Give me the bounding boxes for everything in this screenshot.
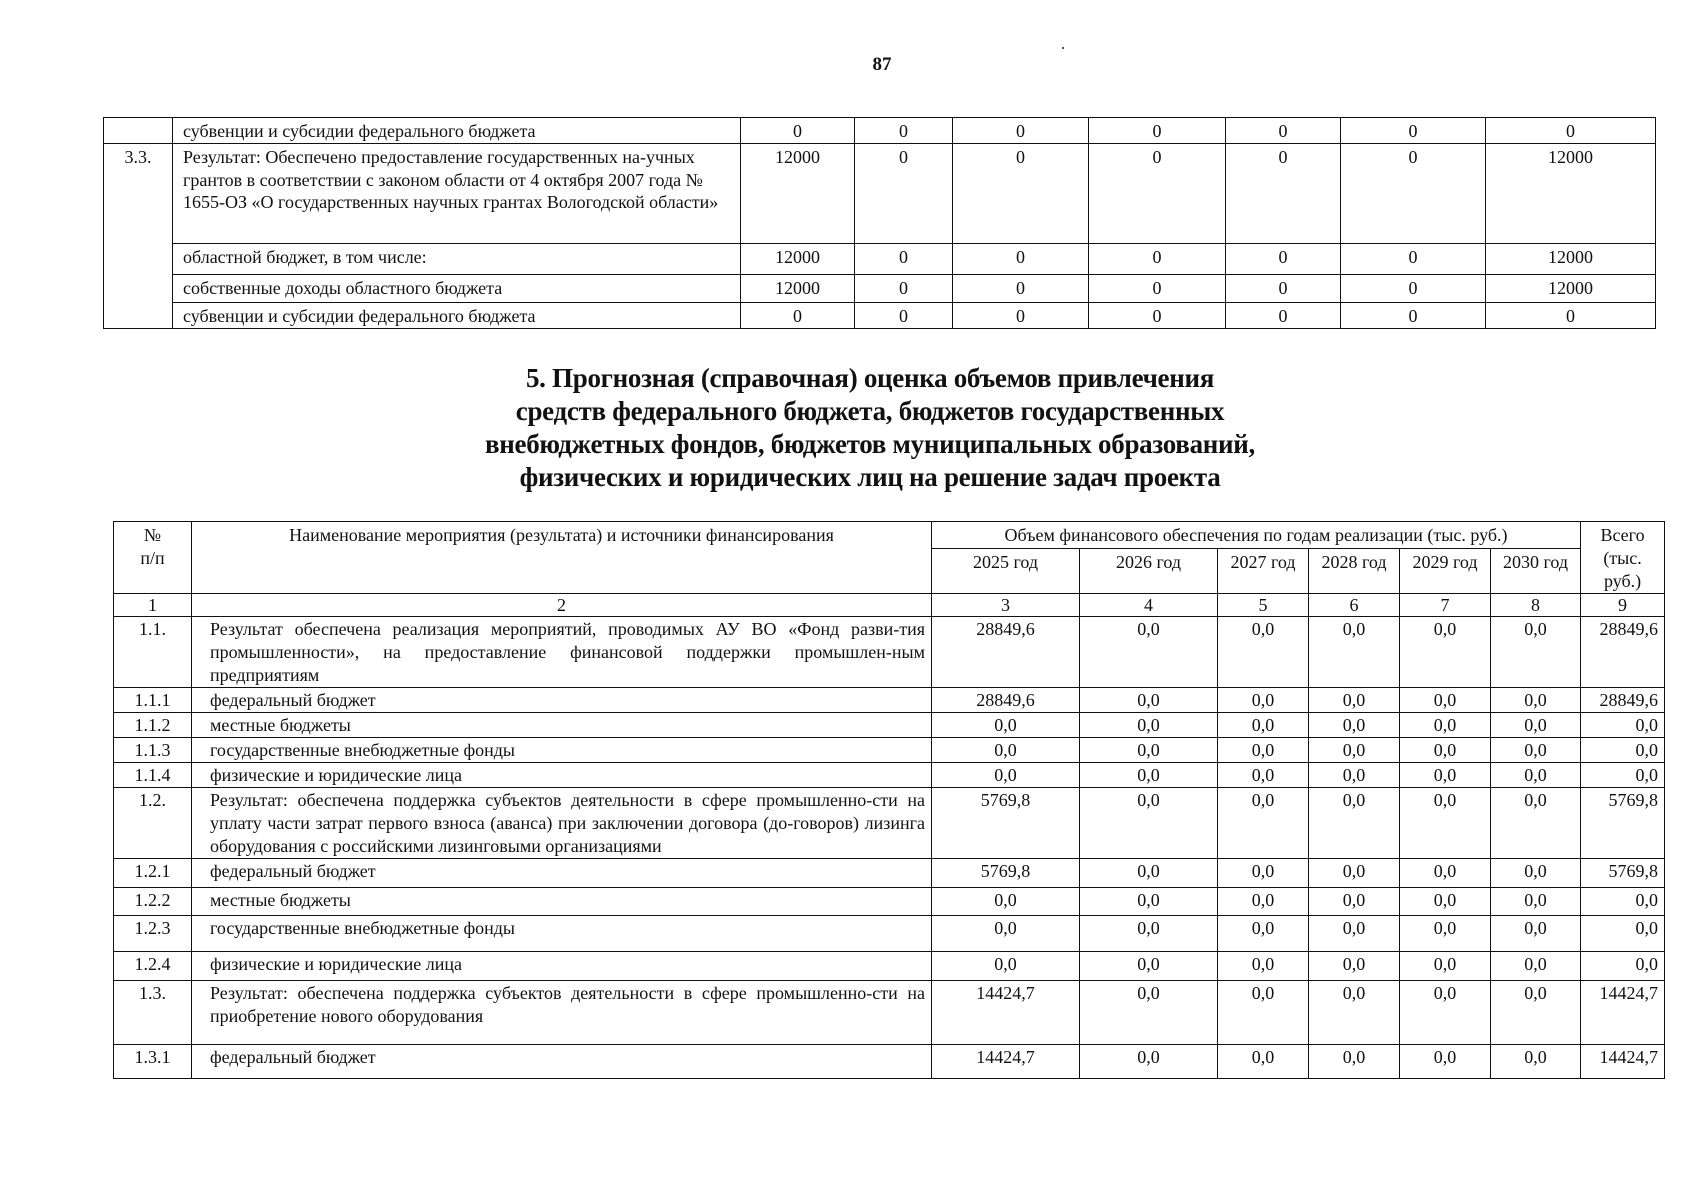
table-row [114,763,1665,788]
year-value: 0,0 [1400,788,1491,859]
year-value: 0,0 [1218,916,1309,952]
table-row [114,738,1665,763]
year-value: 0,0 [1491,952,1581,981]
year-value: 0,0 [1218,713,1309,738]
row-number: 1.1.3 [114,738,192,763]
header-year: 2027 год [1218,548,1309,593]
total-value: 0,0 [1581,888,1665,916]
year-value: 0 [1226,144,1341,244]
continuation-row [104,144,1656,244]
table-row [114,1045,1665,1079]
year-value: 0,0 [1309,981,1400,1045]
column-number: 5 [1218,594,1309,617]
year-value: 0,0 [932,952,1080,981]
header-year: 2026 год [1080,548,1218,593]
header-volume: Объем финансового обеспечения по годам реализации (тыс. руб.) [932,522,1581,549]
year-value: 0,0 [1491,888,1581,916]
funding-forecast-table [113,521,1665,1079]
year-value: 0 [1226,275,1341,303]
year-value: 0,0 [1491,916,1581,952]
year-value: 0,0 [1491,688,1581,713]
row-label: собственные доходы областного бюджета [173,275,741,303]
header-num [114,522,192,594]
year-value: 12000 [741,144,855,244]
row-number: 1.2.4 [114,952,192,981]
year-value: 0,0 [1400,617,1491,688]
row-number: 1.3.1 [114,1045,192,1079]
row-label: Результат: Обеспечено предоставление государственных на-учных грантов в соответствии с законом области от 4 октября 2007 года № 1655-ОЗ «О государственных научных грантах Вологодской области» [173,144,741,244]
row-number: 1.2.1 [114,859,192,888]
year-value: 0,0 [1400,1045,1491,1079]
year-value: 0 [1089,275,1226,303]
year-value: 0 [1089,244,1226,275]
year-value: 0,0 [1080,617,1218,688]
year-value: 0,0 [1218,1045,1309,1079]
continuation-row [104,275,1656,303]
year-value: 0,0 [1309,788,1400,859]
year-value: 0,0 [1218,617,1309,688]
column-number: 4 [1080,594,1218,617]
year-value: 28849,6 [932,617,1080,688]
year-value: 0,0 [1309,713,1400,738]
year-value: 0 [953,144,1089,244]
total-value: 0 [1486,118,1656,144]
year-value: 0 [855,303,953,329]
total-value: 14424,7 [1581,981,1665,1045]
row-label: областной бюджет, в том числе: [173,244,741,275]
year-value: 0 [855,244,953,275]
header-name: Наименование мероприятия (результата) и источники финансирования [192,522,932,594]
year-value: 0,0 [1400,763,1491,788]
year-value: 0,0 [1218,738,1309,763]
row-label: Результат обеспечена реализация мероприятий, проводимых АУ ВО «Фонд разви-тия промышленности», на предоставление финансовой поддержки промышлен-ным предприятиям [192,617,932,688]
year-value: 0,0 [1080,763,1218,788]
section-heading [300,362,1440,494]
year-value: 0,0 [1309,888,1400,916]
total-value: 5769,8 [1581,788,1665,859]
continuation-row [104,303,1656,329]
header-total-label: Всего (тыс. руб.) [1600,525,1645,591]
row-number [104,118,173,144]
table-row [114,713,1665,738]
table-row [114,916,1665,952]
year-value: 0 [1089,144,1226,244]
year-value: 0,0 [1491,1045,1581,1079]
year-value: 12000 [741,244,855,275]
year-value: 0,0 [1080,952,1218,981]
column-number: 3 [932,594,1080,617]
year-value: 0,0 [1080,688,1218,713]
year-value: 0 [1089,118,1226,144]
year-value: 0,0 [1400,859,1491,888]
year-value: 0,0 [1080,1045,1218,1079]
row-number: 1.2.3 [114,916,192,952]
row-label: федеральный бюджет [192,859,932,888]
year-value: 0,0 [1080,788,1218,859]
total-value: 5769,8 [1581,859,1665,888]
year-value: 0,0 [1218,981,1309,1045]
header-year: 2028 год [1309,548,1400,593]
row-label: государственные внебюджетные фонды [192,916,932,952]
total-value: 0,0 [1581,738,1665,763]
year-value: 12000 [741,275,855,303]
row-number: 1.2. [114,788,192,859]
year-value: 14424,7 [932,981,1080,1045]
year-value: 0,0 [1400,688,1491,713]
year-value: 0,0 [1491,617,1581,688]
year-value: 5769,8 [932,859,1080,888]
year-value: 0,0 [932,713,1080,738]
year-value: 0,0 [1309,738,1400,763]
year-value: 0,0 [1080,859,1218,888]
year-value: 0,0 [1491,859,1581,888]
year-value: 28849,6 [932,688,1080,713]
year-value: 0 [953,118,1089,144]
column-number: 7 [1400,594,1491,617]
row-label: государственные внебюджетные фонды [192,738,932,763]
total-value: 12000 [1486,144,1656,244]
total-value: 14424,7 [1581,1045,1665,1079]
page-number: 87 [872,54,892,75]
row-label: физические и юридические лица [192,763,932,788]
year-value: 0,0 [1400,981,1491,1045]
heading-line: внебюджетных фондов, бюджетов муниципальных образований, [484,429,1255,459]
year-value: 0,0 [1309,617,1400,688]
continuation-row [104,244,1656,275]
table-row [114,952,1665,981]
year-value: 0,0 [1400,916,1491,952]
row-label: Результат: обеспечена поддержка субъектов деятельности в сфере промышленно-сти на приобретение нового оборудования [192,981,932,1045]
row-label: местные бюджеты [192,713,932,738]
year-value: 0,0 [1491,738,1581,763]
year-value: 0,0 [1218,952,1309,981]
year-value: 0,0 [1080,738,1218,763]
total-value: 0 [1486,303,1656,329]
year-value: 0,0 [1309,859,1400,888]
total-value: 12000 [1486,244,1656,275]
row-label: местные бюджеты [192,888,932,916]
continuation-table [103,117,1656,329]
year-value: 0,0 [1218,788,1309,859]
row-number: 1.3. [114,981,192,1045]
row-number: 1.1.2 [114,713,192,738]
year-value: 0 [1341,118,1486,144]
year-value: 0,0 [1309,952,1400,981]
year-value: 0 [953,303,1089,329]
year-value: 0 [855,275,953,303]
row-label: федеральный бюджет [192,688,932,713]
column-number: 2 [192,594,932,617]
row-label: субвенции и субсидии федерального бюджета [173,118,741,144]
heading-line: 5. Прогнозная (справочная) оценка объемов привлечения [525,363,1215,393]
year-value: 0 [1226,118,1341,144]
year-value: 0,0 [1218,888,1309,916]
year-value: 0,0 [1218,859,1309,888]
year-value: 0,0 [932,763,1080,788]
year-value: 14424,7 [932,1045,1080,1079]
year-value: 5769,8 [932,788,1080,859]
year-value: 0,0 [1080,981,1218,1045]
header-row [114,522,1665,549]
year-value: 0,0 [1309,688,1400,713]
year-value: 0 [855,144,953,244]
year-value: 0 [1341,303,1486,329]
year-value: 0 [1341,144,1486,244]
row-number: 1.2.2 [114,888,192,916]
column-number: 8 [1491,594,1581,617]
year-value: 0,0 [1080,888,1218,916]
year-value: 0,0 [1218,763,1309,788]
year-value: 0 [953,244,1089,275]
year-value: 0,0 [1400,713,1491,738]
total-value: 0,0 [1581,952,1665,981]
column-number: 9 [1581,594,1665,617]
table-row [114,859,1665,888]
heading-line: физических и юридических лиц на решение задач проекта [519,462,1221,492]
column-numbers-row [114,594,1665,617]
total-value: 0,0 [1581,916,1665,952]
year-value: 0,0 [932,738,1080,763]
year-value: 0,0 [1400,952,1491,981]
row-number: 1.1.1 [114,688,192,713]
header-year: 2029 год [1400,548,1491,593]
header-total [1581,522,1665,594]
scan-speck [1062,47,1064,49]
year-value: 0 [741,118,855,144]
year-value: 0 [855,118,953,144]
year-value: 0 [953,275,1089,303]
year-value: 0,0 [1080,916,1218,952]
year-value: 0,0 [932,916,1080,952]
column-number: 1 [114,594,192,617]
total-value: 28849,6 [1581,617,1665,688]
row-number: 3.3. [104,144,173,329]
table-row [114,888,1665,916]
total-value: 28849,6 [1581,688,1665,713]
year-value: 0,0 [1309,916,1400,952]
year-value: 0,0 [1400,888,1491,916]
year-value: 0,0 [932,888,1080,916]
year-value: 0 [1226,303,1341,329]
year-value: 0,0 [1491,713,1581,738]
row-label: Результат: обеспечена поддержка субъектов деятельности в сфере промышленно-сти на уплату части затрат первого взноса (аванса) при заключении договора (до-говоров) лизинга оборудования с российскими лизинговыми организациями [192,788,932,859]
header-year: 2025 год [932,548,1080,593]
table-row [114,688,1665,713]
year-value: 0,0 [1218,688,1309,713]
year-value: 0,0 [1491,788,1581,859]
total-value: 12000 [1486,275,1656,303]
year-value: 0 [1089,303,1226,329]
year-value: 0,0 [1491,763,1581,788]
total-value: 0,0 [1581,713,1665,738]
table-row [114,788,1665,859]
continuation-row [104,118,1656,144]
row-label: субвенции и субсидии федерального бюджета [173,303,741,329]
total-value: 0,0 [1581,763,1665,788]
year-value: 0,0 [1309,763,1400,788]
row-number: 1.1. [114,617,192,688]
year-value: 0,0 [1400,738,1491,763]
year-value: 0,0 [1080,713,1218,738]
row-label: федеральный бюджет [192,1045,932,1079]
table-row [114,981,1665,1045]
year-value: 0 [741,303,855,329]
heading-line: средств федерального бюджета, бюджетов государственных [515,396,1225,426]
header-num-label: № п/п [140,525,165,568]
row-label: физические и юридические лица [192,952,932,981]
header-year: 2030 год [1491,548,1581,593]
table-row [114,617,1665,688]
year-value: 0,0 [1309,1045,1400,1079]
year-value: 0 [1226,244,1341,275]
year-value: 0 [1341,244,1486,275]
year-value: 0 [1341,275,1486,303]
year-value: 0,0 [1491,981,1581,1045]
row-number: 1.1.4 [114,763,192,788]
column-number: 6 [1309,594,1400,617]
